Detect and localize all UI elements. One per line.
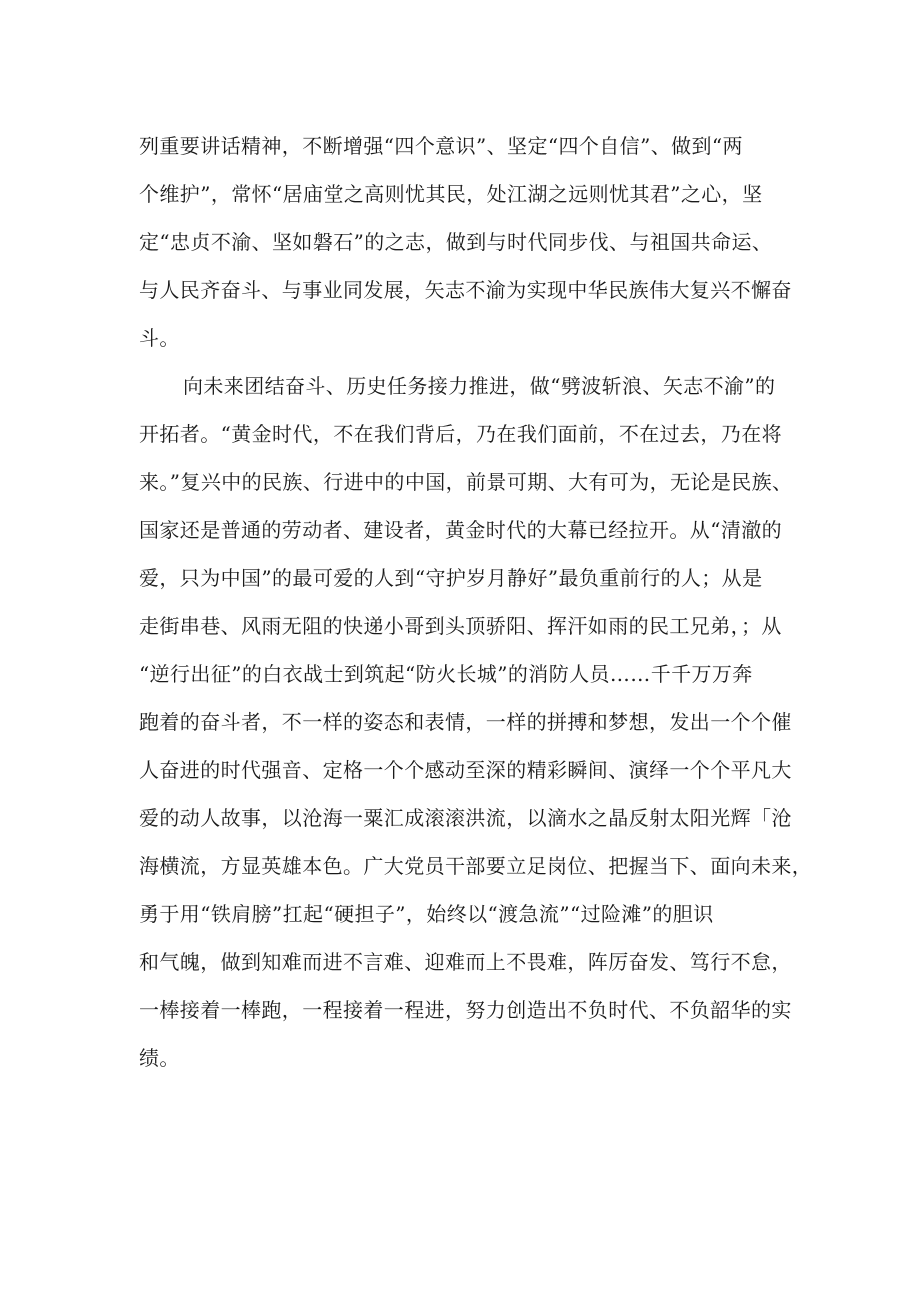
text-line: 列重要讲话精神，不断增强“四个意识”、坚定“四个自信”、做到“两 <box>139 134 743 158</box>
text-line: 来。”复兴中的民族、行进中的中国，前景可期、大有可为，无论是民族、 <box>139 470 793 494</box>
text-line: 走街串巷、风雨无阻的快递小哥到头顶骄阳、挥汗如雨的民工兄弟，；从 <box>139 614 782 638</box>
text-line: 与人民齐奋斗、与事业同发展，矢志不渝为实现中华民族伟大复兴不懈奋 <box>139 278 792 302</box>
text-line: “逆行出征”的白衣战士到筑起“防火长城”的消防人员……千千万万奔 <box>139 662 753 686</box>
paragraph-2 <box>139 362 813 1082</box>
text-line: 斗。 <box>139 326 180 350</box>
text-line: 开拓者。“黄金时代，不在我们背后，乃在我们面前，不在过去，乃在将 <box>139 422 783 446</box>
text-line: 海横流，方显英雄本色。广大党员干部要立足岗位、把握当下、面向未来， <box>139 854 813 878</box>
text-line: 定“忠贞不渝、坚如磐石”的之志，做到与时代同步伐、与祖国共命运、 <box>139 230 773 254</box>
text-line: 人奋进的时代强音、定格一个个感动至深的精彩瞬间、演绎一个个平凡大 <box>139 758 792 782</box>
text-line: 勇于用“铁肩膀”扛起“硬担子”，始终以“渡急流”“过险滩”的胆识 <box>139 902 714 926</box>
text-line: 爱，只为中国”的最可爱的人到“守护岁月静好”最负重前行的人；从是 <box>139 566 763 590</box>
text-line: 一棒接着一棒跑，一程接着一程进，努力创造出不负时代、不负韶华的实 <box>139 998 792 1022</box>
text-line: 国家还是普通的劳动者、建设者，黄金时代的大幕已经拉开。从“清澈的 <box>139 518 783 542</box>
text-line: 爱的动人故事，以沧海一粟汇成滚滚洪流，以滴水之晶反射太阳光辉「沧 <box>139 806 792 830</box>
text-line: 个维护”，常怀“居庙堂之高则忧其民，处江湖之远则忧其君”之心，坚 <box>139 182 763 206</box>
text-line: 跑着的奋斗者，不一样的姿态和表情，一样的拼搏和梦想，发出一个个催 <box>139 710 792 734</box>
text-line: 和气魄，做到知难而进不言难、迎难而上不畏难，阵厉奋发、笃行不怠， <box>139 950 792 974</box>
text-line: 向未来团结奋斗、历史任务接力推进，做“劈波斩浪、矢志不渝”的 <box>183 374 776 398</box>
paragraph-1 <box>139 122 799 362</box>
text-line: 绩。 <box>139 1046 180 1070</box>
